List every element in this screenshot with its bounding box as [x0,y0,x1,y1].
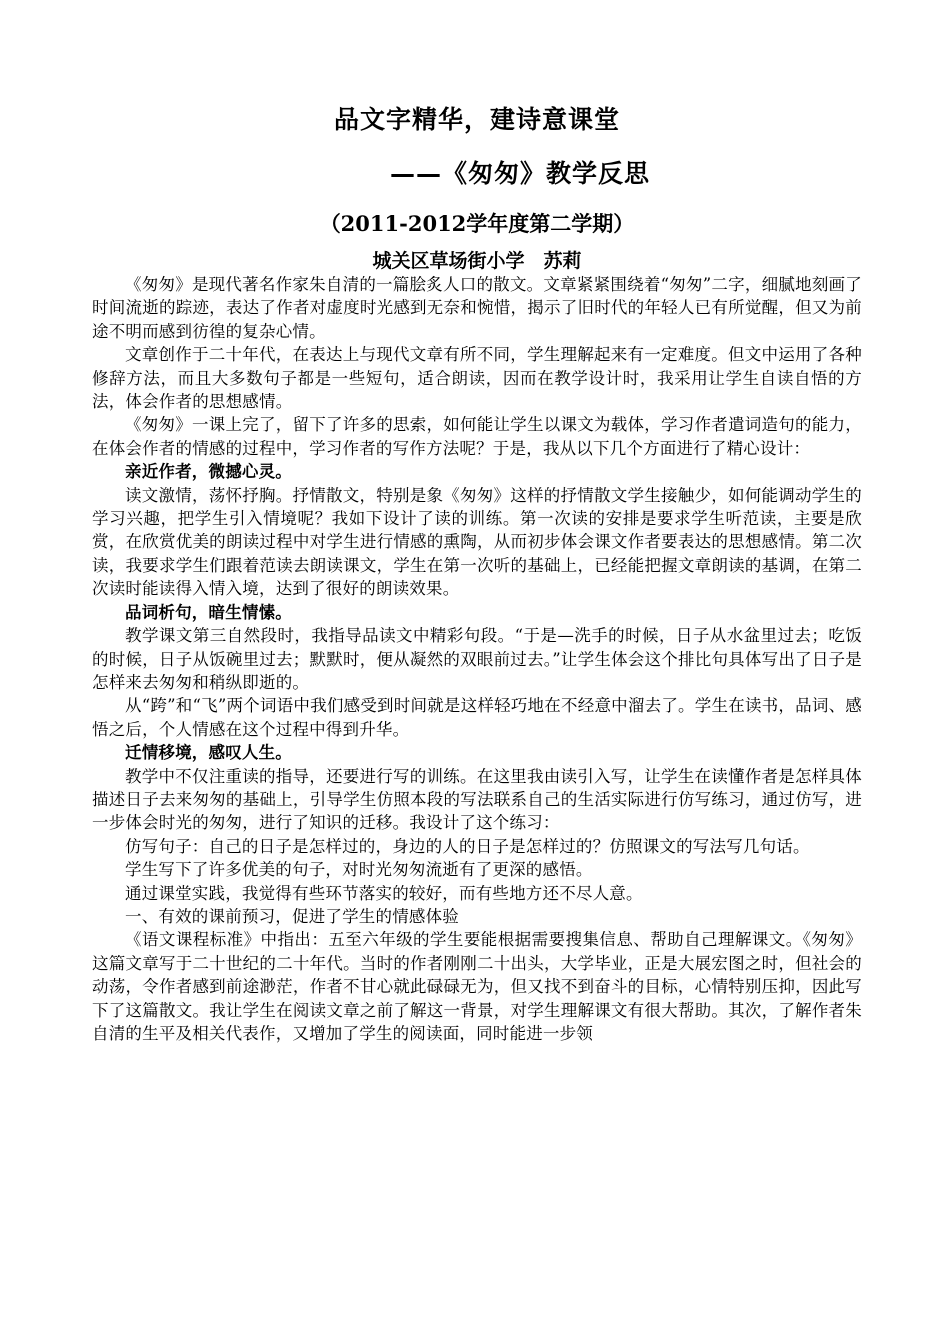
body-paragraph: 教学中不仅注重读的指导，还要进行写的训练。在这里我由读引入写，让学生在读懂作者是怎样具体描述日子去来匆匆的基础上，引导学生仿照本段的写法联系自己的生活实际进行仿写练习，通过仿写，进一步体会时光的匆匆，进行了知识的迁移。我设计了这个练习： [92,766,862,833]
section-heading: 品词析句，暗生情愫。 [125,602,292,622]
body-paragraph: 通过课堂实践，我觉得有些环节落实的较好，而有些地方还不尽人意。 [125,883,643,903]
body-paragraph: 《匆匆》一课上完了，留下了许多的思索，如何能让学生以课文为载体，学习作者遣词造句的能力，在体会作者的情感的过程中，学习作者的写作方法呢？于是，我从以下几个方面进行了精心设计： [92,415,862,458]
author-line: 城关区草场街小学 苏莉 [372,250,582,272]
body-paragraph: 文章创作于二十年代，在表达上与现代文章有所不同，学生理解起来有一定难度。但文中运用了各种修辞方法，而且大多数句子都是一些短句，适合朗读，因而在教学设计时，我采用让学生自读自悟的方法，体会作者的思想感情。 [92,345,862,412]
term-line: （2011-2012学年度第二学期） [319,211,635,236]
body-paragraph: 仿写句子：自己的日子是怎样过的，身边的人的日子是怎样过的？仿照课文的写法写几句话。 [125,836,810,856]
document-subtitle: ——《匆匆》教学反思 [390,159,651,188]
body-paragraph: 一、有效的课前预习，促进了学生的情感体验 [125,906,459,926]
document-title: 品文字精华，建诗意课堂 [333,105,620,134]
body-paragraph: 《匆匆》是现代著名作家朱自清的一篇脍炙人口的散文。文章紧紧围绕着“匆匆”二字，细腻地刻画了时间流逝的踪迹，表达了作者对虚度时光感到无奈和惋惜，揭示了旧时代的年轻人已有所觉醒，但又为前途不明而感到彷徨的复杂心情。 [92,275,862,341]
body-paragraph: 《语文课程标准》中指出：五至六年级的学生要能根据需要搜集信息、帮助自己理解课文。《匆匆》这篇文章写于二十世纪的二十年代。当时的作者刚刚二十出头，大学毕业，正是大展宏图之时，但社会的动荡，令作者感到前途渺茫，作者不甘心就此碌碌无为，但又找不到奋斗的目标，心情特别压抑，因此写下了这篇散文。我让学生在阅读文章之前了解这一背景，对学生理解课文有很大帮助。其次，了解作者朱自清的生平及相关代表作，又增加了学生的阅读面，同时能进一步领 [92,930,862,1043]
body-paragraph: 学生写下了许多优美的句子，对时光匆匆流逝有了更深的感悟。 [125,860,593,880]
document-body [92,273,862,1045]
body-paragraph: 从“跨”和“飞”两个词语中我们感受到时间就是这样轻巧地在不经意中溜去了。学生在读书，品词、感悟之后，个人情感在这个过程中得到升华。 [92,696,862,739]
section-heading: 亲近作者，微撼心灵。 [125,462,292,482]
body-paragraph: 教学课文第三自然段时，我指导品读文中精彩句段。“于是—洗手的时候，日子从水盆里过去；吃饭的时候，日子从饭碗里过去；默默时，便从凝然的双眼前过去。”让学生体会这个排比句具体写出了日子是怎样来去匆匆和稍纵即逝的。 [92,626,862,692]
document-page [92,100,862,1045]
section-heading: 迁情移境，感叹人生。 [125,743,292,763]
body-paragraph: 读文激情，荡怀抒胸。抒情散文，特别是象《匆匆》这样的抒情散文学生接触少，如何能调动学生的学习兴趣，把学生引入情境呢？我如下设计了读的训练。第一次读的安排是要求学生听范读，主要是欣赏，在欣赏优美的朗读过程中对学生进行情感的熏陶，从而初步体会课文作者要表达的思想感情。第二次读，我要求学生们跟着范读去朗读课文，学生在第一次听的基础上，已经能把握文章朗读的基调，在第二次读时能读得入情入境，达到了很好的朗读效果。 [92,485,862,599]
